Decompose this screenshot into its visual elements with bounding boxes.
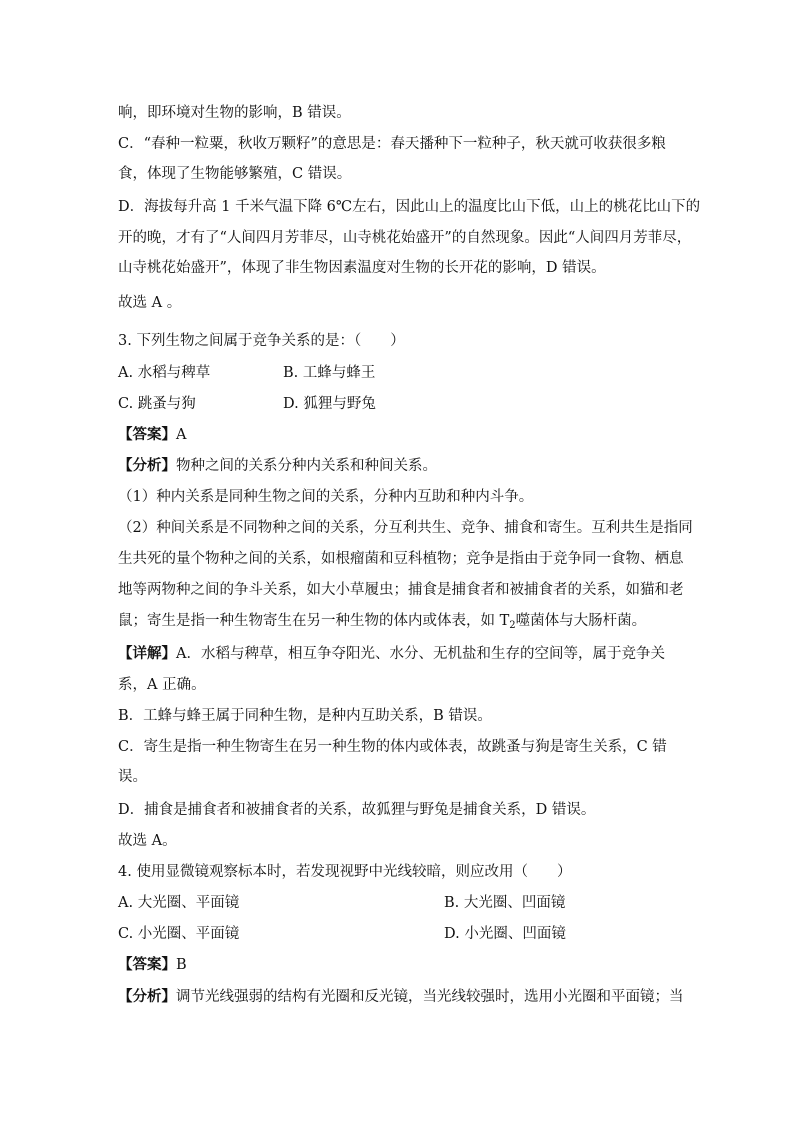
analysis-tag: 【分析】	[118, 988, 176, 1005]
answer-value: B	[176, 957, 187, 973]
text-line: 生共死的量个物种之间的关系，如根瘤菌和豆科植物；竞争是指由于竞争同一食物、栖息	[118, 551, 684, 567]
q4-answer	[118, 955, 187, 975]
detail-text: A．水稻与稗草，相互争夺阳光、水分、无机盐和生存的空间等，属于竞争关	[176, 646, 665, 662]
analysis-text: 调节光线强弱的结构有光圈和反光镜，当光线较强时，选用小光圈和平面镜；当	[176, 989, 684, 1005]
analysis-tag: 【分析】	[118, 457, 176, 474]
q4-option-d: D. 小光圈、凹面镜	[444, 926, 566, 942]
q3-analysis	[118, 456, 437, 476]
text-line: C．“春种一粒粟，秋收万颗籽”的意思是：春天播种下一粒种子，秋天就可收获很多粮	[118, 136, 666, 152]
text-line: 食，体现了生物能够繁殖，C 错误。	[118, 166, 352, 182]
text-line: （2）种间关系是不同物种之间的关系，分互利共生、竞争、捕食和寄生。互利共生是指同	[118, 520, 693, 536]
answer-tag: 【答案】	[118, 426, 176, 443]
q4-option-a: A. 大光圈、平面镜	[118, 895, 240, 911]
q4-option-c: C. 小光圈、平面镜	[118, 926, 240, 942]
q3-answer	[118, 425, 186, 445]
analysis-text: 物种之间的关系分种内关系和种间关系。	[176, 458, 437, 474]
text-line: 误。	[118, 769, 147, 785]
text-line: （1）种内关系是同种生物之间的关系，分种内互助和种内斗争。	[118, 489, 534, 505]
text-line: B．工蜂与蜂王属于同种生物，是种内互助关系，B 错误。	[118, 708, 492, 724]
text-line: 系，A 正确。	[118, 677, 206, 693]
subscript: 2	[509, 620, 516, 631]
q3-option-c: C. 跳蚤与狗	[118, 396, 196, 412]
text-segment: 噬菌体与大肠杆菌。	[515, 613, 647, 629]
q3-option-d: D. 狐狸与野兔	[283, 396, 376, 412]
question-4-stem: 4. 使用显微镜观察标本时，若发现视野中光线较暗，则应改用（ ）	[118, 864, 572, 880]
text-line: 故选 A 。	[118, 295, 182, 311]
q4-analysis	[118, 987, 684, 1007]
answer-value: A	[176, 427, 187, 443]
q3-option-b: B. 工蜂与蜂王	[283, 365, 376, 381]
text-line: 山寺桃花始盛开”，体现了非生物因素温度对生物的长开花的影响，D 错误。	[118, 260, 606, 276]
q3-option-a: A. 水稻与稗草	[118, 365, 211, 381]
answer-tag: 【答案】	[118, 956, 176, 973]
text-line: 故选 A。	[118, 833, 177, 849]
text-line	[118, 611, 646, 636]
question-3-stem: 3. 下列生物之间属于竞争关系的是：（ ）	[118, 333, 405, 349]
text-line: D．海拔每升高 1 千米气温下降 6℃左右，因此山上的温度比山下低，山上的桃花比山下的	[118, 199, 701, 215]
text-line: 地等两物种之间的争斗关系，如大小草履虫；捕食是捕食者和被捕食者的关系，如猫和老	[118, 582, 684, 598]
q4-option-b: B. 大光圈、凹面镜	[444, 895, 566, 911]
text-segment: 鼠；寄生是指一种生物寄生在另一种生物的体内或体表，如 T	[118, 613, 510, 629]
q3-detail	[118, 644, 665, 664]
text-line: C．寄生是指一种生物寄生在另一种生物的体内或体表，故跳蚤与狗是寄生关系，C 错	[118, 739, 667, 755]
detail-tag: 【详解】	[118, 645, 176, 662]
text-line: 响，即环境对生物的影响，B 错误。	[118, 105, 351, 121]
text-line: 开的晚，才有了“人间四月芳菲尽，山寺桃花始盛开”的自然现象。因此“人间四月芳菲尽，	[118, 230, 692, 246]
text-line: D．捕食是捕食者和被捕食者的关系，故狐狸与野兔是捕食关系，D 错误。	[118, 802, 596, 818]
